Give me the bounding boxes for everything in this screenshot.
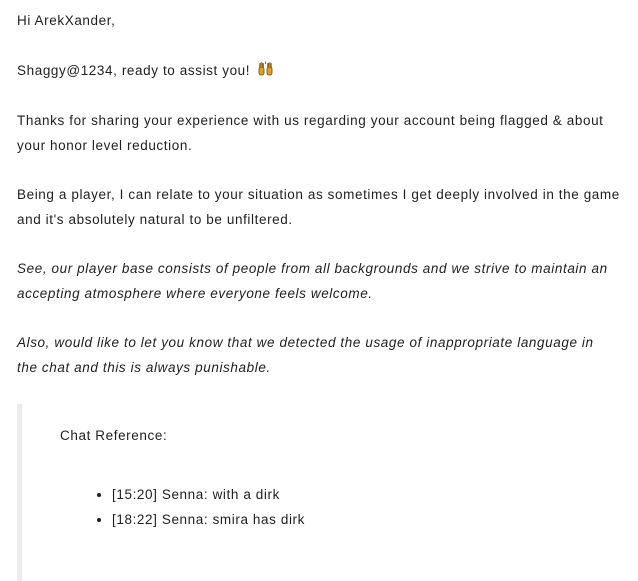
relate-paragraph: Being a player, I can relate to your situation as sometimes I get deeply involved in the game and it's absolutely natural to be unfiltered.: [17, 187, 620, 227]
chat-reference-list: [60, 482, 305, 532]
list-item: • [18:22] Senna: smira has dirk: [112, 507, 305, 532]
also-paragraph: Also, would like to let you know that we detected the usage of inappropriate language in the chat and this is always punishable.: [17, 335, 594, 375]
thanks-paragraph: Thanks for sharing your experience with us regarding your account being flagged & about your honor level reduction.: [17, 113, 604, 153]
greeting-text: Hi ArekXander,: [17, 13, 116, 28]
see-paragraph: See, our player base consists of people from all backgrounds and we strive to maintain an accepting atmosphere where everyone feels welcome.: [17, 261, 608, 301]
raising-hands-icon: [257, 61, 274, 78]
intro-line: [17, 58, 629, 83]
intro-text: Shaggy@1234, ready to assist you!: [17, 63, 251, 78]
chat-reference-quote: [17, 404, 629, 581]
list-item: • [15:20] Senna: with a dirk: [112, 482, 305, 507]
chat-reference-title: Chat Reference:: [60, 428, 168, 443]
